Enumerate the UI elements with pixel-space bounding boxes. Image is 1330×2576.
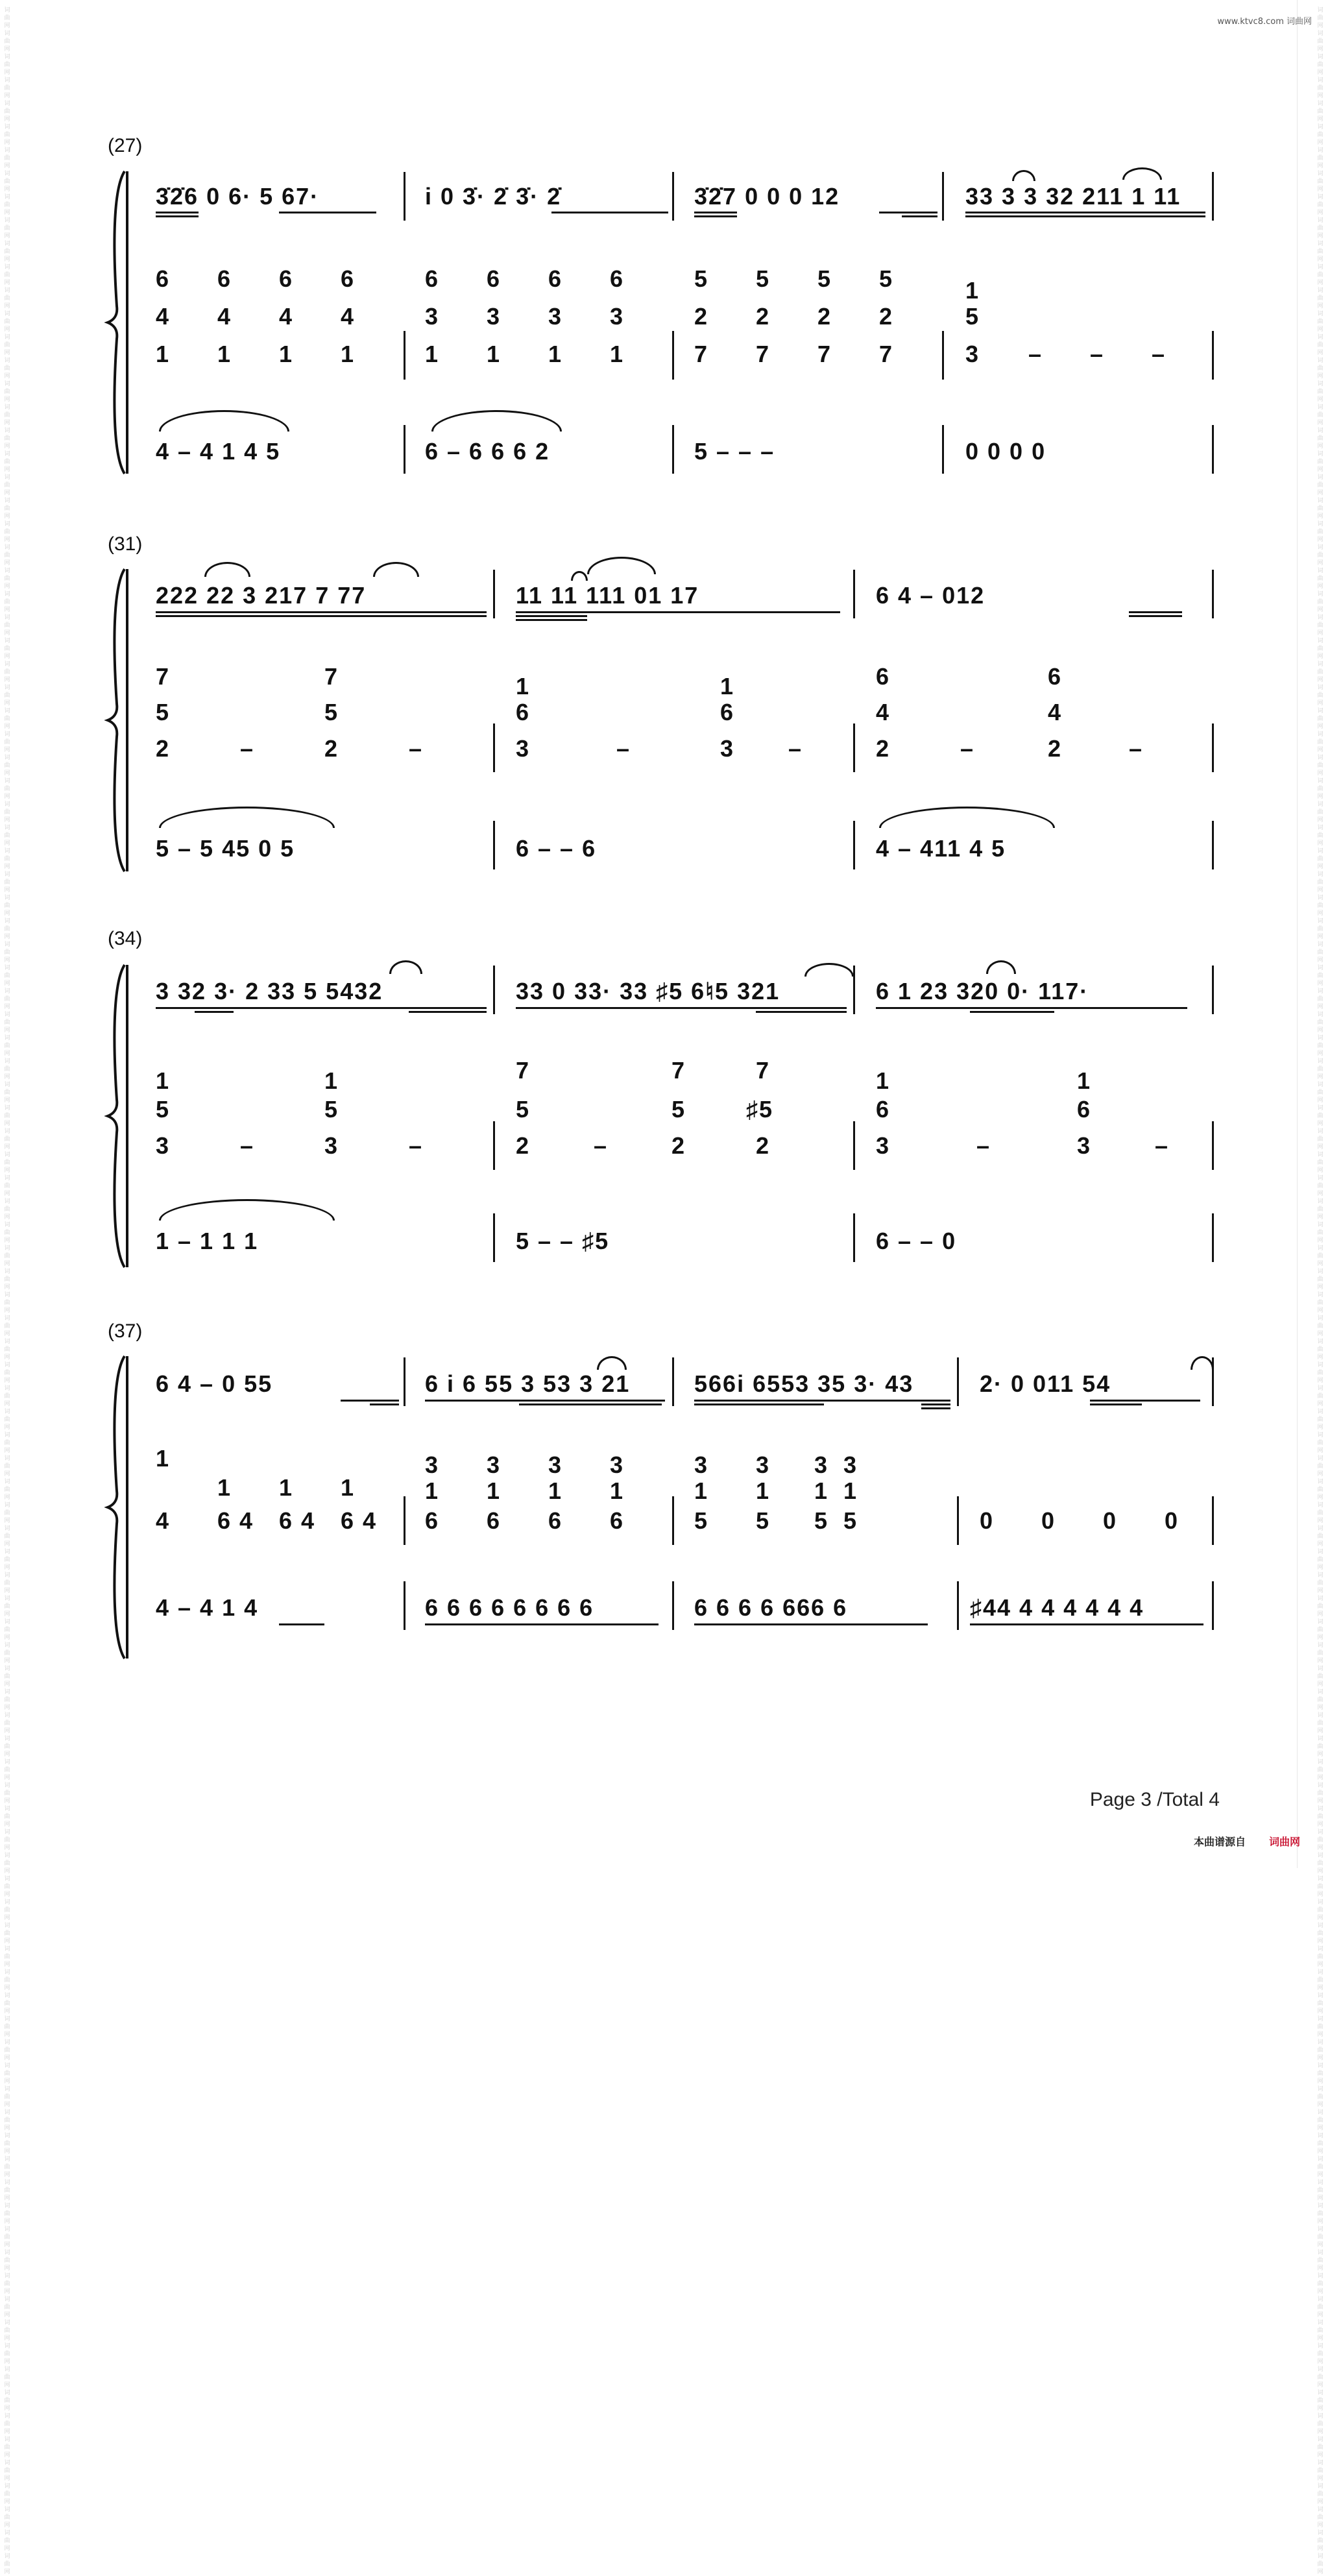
beam-line — [279, 1623, 324, 1625]
beam-line — [279, 212, 376, 213]
barline — [1212, 1213, 1214, 1262]
chord-row-bottom: – — [594, 1132, 609, 1159]
beam-line — [409, 1011, 487, 1013]
chord-row-mid: 5 — [156, 1096, 171, 1123]
chord-row-mid: 1 — [156, 1445, 171, 1472]
barline — [493, 1213, 495, 1262]
beam-line — [156, 212, 199, 213]
chord-row-low: 0 — [1103, 1507, 1118, 1534]
chord-row-top: 3 — [814, 1452, 829, 1478]
bass-measure: 4 – 4 1 4 — [156, 1594, 259, 1621]
tie-arc — [1012, 170, 1035, 181]
left-watermark: 词曲网词曲网词曲网词曲网词曲网词曲网词曲网词曲网词曲网词曲网词曲网词曲网词曲网词曲网词曲网词曲网词曲网词曲网词曲网词曲网词曲网词曲网词曲网词曲网词曲网词曲网词曲网词曲网词曲网词曲网词曲网词曲网词曲网词曲网词曲网词曲网词曲网词曲网词曲网词曲网词曲网词曲网词曲网词曲网词曲网词曲网词曲网词曲网词曲网词曲网词曲网词曲网词曲网词曲网词曲网词曲网词曲网词曲网词曲网词曲网词曲网词曲网词曲网词曲网词曲网词曲网词曲网词曲网词曲网词曲网词曲网词曲网词曲网词曲网词曲网词曲网词曲网词曲网词曲网词曲网词曲网词曲网词曲网词曲网词曲网词曲网词曲网词曲网词曲网词曲网词曲网词曲网词曲网词曲网词曲网词曲网词曲网词曲网词曲网词曲网词曲网词曲网词曲网词曲网词曲网词曲网词曲网词曲网词曲网词曲网 — [4, 7, 10, 2575]
tie-arc — [159, 410, 289, 431]
tie-arc — [373, 562, 419, 577]
measure-number: (31) — [108, 533, 143, 555]
tie-arc — [986, 960, 1016, 974]
tie-arc — [587, 557, 656, 574]
tie-arc — [159, 1199, 335, 1221]
tie-arc — [571, 571, 588, 581]
beam-line — [156, 215, 199, 217]
chord-row-mid: 4 — [1048, 699, 1063, 725]
chord-row-bottom: 3 — [324, 1132, 339, 1159]
chord-row-bottom: 7 — [817, 341, 832, 367]
barline — [1212, 1121, 1214, 1170]
barline — [404, 1581, 405, 1630]
tie-arc — [204, 562, 250, 577]
chord-row-bottom: – — [1028, 341, 1043, 367]
chord-row-top: 3 — [610, 1452, 625, 1478]
chord-row-bottom: 6 — [487, 1507, 502, 1534]
chord-row-mid: 6 — [1077, 1096, 1092, 1123]
chord-row-top: 3 — [843, 1452, 858, 1478]
barline — [853, 821, 855, 869]
chord-row-bottom: 1 — [487, 341, 502, 367]
chord-row-mid: 5 — [516, 1096, 531, 1123]
chord-row-mid: 1 — [279, 1474, 294, 1501]
barline — [404, 1496, 405, 1545]
bass-measure: 6 6 6 6 666 6 — [694, 1594, 848, 1621]
tie-arc — [1122, 167, 1162, 180]
bass-measure: 0 0 0 0 — [965, 438, 1046, 465]
barline — [853, 723, 855, 772]
barline — [957, 1496, 959, 1545]
beam-line — [1129, 611, 1182, 613]
chord-row-mid: 1 — [548, 1477, 563, 1504]
beam-line — [921, 1403, 950, 1405]
beam-line — [876, 1007, 1187, 1009]
chord-row-top: 7 — [324, 663, 339, 690]
melody-measure: 3 32 3· 2 33 5 5432 — [156, 978, 383, 1004]
barline — [853, 1213, 855, 1262]
barline — [404, 172, 405, 221]
chord-row-top: 6 — [610, 265, 625, 292]
chord-row-top: 3 — [548, 1452, 563, 1478]
barline — [1212, 821, 1214, 869]
bass-measure: 5 – – – — [694, 438, 775, 465]
beam-line — [156, 1007, 487, 1009]
chord-row-bottom: – — [1090, 341, 1105, 367]
beam-line — [1090, 1400, 1200, 1402]
bass-measure: ♯44 4 4 4 4 4 4 — [970, 1594, 1144, 1621]
bass-measure: 6 – – 0 — [876, 1228, 957, 1254]
melody-measure: 2· 0 011 54 — [980, 1370, 1111, 1397]
chord-row-top: 5 — [756, 265, 771, 292]
beam-line — [156, 611, 487, 613]
beam-line — [965, 212, 1205, 213]
chord-row-bottom: 3 — [965, 341, 980, 367]
tie-arc — [879, 807, 1055, 828]
barline — [672, 1581, 674, 1630]
chord-row-bottom: 2 — [756, 1132, 771, 1159]
chord-row-top: 6 — [876, 663, 891, 690]
chord-row-bottom: – — [1129, 735, 1144, 762]
chord-row-bottom: 7 — [694, 341, 709, 367]
chord-row-bottom: 6 — [425, 1507, 440, 1534]
chord-row-top: 3 — [756, 1452, 771, 1478]
melody-measure: 33 0 33· 33 ♯5 6♮5 321 — [516, 978, 780, 1004]
chord-row-mid: 5 — [965, 303, 980, 330]
melody-measure: 222 22 3 217 7 77 — [156, 582, 367, 609]
chord-row-mid: 4 — [341, 303, 356, 330]
chord-row-top: 6 — [217, 265, 232, 292]
page-indicator: Page 3 /Total 4 — [1089, 1789, 1220, 1810]
chord-row-bottom: – — [616, 735, 631, 762]
chord-row-bottom: 1 — [217, 341, 232, 367]
chord-row-mid: 1 — [610, 1477, 625, 1504]
chord-row-low: 6 4 — [279, 1507, 316, 1534]
beam-line — [694, 215, 737, 217]
chord-row-mid: 1 — [341, 1474, 356, 1501]
chord-row-mid: 4 — [876, 699, 891, 725]
chord-row-bottom: 6 — [548, 1507, 563, 1534]
melody-measure: 6 4 – 012 — [876, 582, 985, 609]
chord-row-bottom: – — [240, 735, 255, 762]
beam-line — [195, 1011, 234, 1013]
chord-row-mid: 1 — [756, 1477, 771, 1504]
chord-row-mid: 5 — [324, 1096, 339, 1123]
beam-line — [1129, 615, 1182, 617]
chord-row-bottom: 2 — [876, 735, 891, 762]
chord-row-bottom: 1 — [610, 341, 625, 367]
bass-measure: 4 – 411 4 5 — [876, 835, 1006, 862]
barline — [942, 172, 944, 221]
tie-arc — [431, 410, 562, 431]
chord-row-bottom: 3 — [720, 735, 735, 762]
chord-row-top: 6 — [279, 265, 294, 292]
chord-row-bottom: 1 — [156, 341, 171, 367]
chord-row-bottom: 7 — [756, 341, 771, 367]
melody-measure: 3̇2̇7 0 0 0 12 — [694, 183, 840, 210]
chord-row-mid: 2 — [694, 303, 709, 330]
site-logo: 词曲网 — [1268, 1836, 1300, 1848]
barline — [404, 331, 405, 380]
beam-line — [921, 1407, 950, 1409]
chord-row-mid: 3 — [548, 303, 563, 330]
measure-number: (34) — [108, 928, 143, 949]
melody-measure: 11 11 111 01 17 — [516, 582, 699, 609]
chord-row-low: 0 — [1041, 1507, 1056, 1534]
chord-row-top: 1 — [965, 277, 980, 304]
melody-measure: 3̇2̇6 0 6· 5 67· — [156, 183, 320, 210]
chord-row-bottom: 3 — [876, 1132, 891, 1159]
barline — [404, 1357, 405, 1406]
bass-measure: 4 – 4 1 4 5 — [156, 438, 281, 465]
system-brace — [104, 964, 130, 1269]
chord-row-mid: 3 — [610, 303, 625, 330]
barline — [942, 425, 944, 474]
barline — [493, 821, 495, 869]
beam-line — [551, 212, 668, 213]
system-brace — [104, 1355, 130, 1660]
barline — [1212, 331, 1214, 380]
chord-row-bottom: 5 — [756, 1507, 771, 1534]
beam-line — [516, 611, 840, 613]
barline — [853, 966, 855, 1014]
melody-measure: 6 1 23 320 0· 117· — [876, 978, 1089, 1004]
chord-row-mid: 2 — [817, 303, 832, 330]
chord-row-bottom: 1 — [279, 341, 294, 367]
barline — [672, 425, 674, 474]
chord-row-bottom: 2 — [516, 1132, 531, 1159]
chord-row-mid: 3 — [425, 303, 440, 330]
source-label: 本曲谱源自 — [1193, 1836, 1246, 1848]
chord-row-bottom: – — [240, 1132, 255, 1159]
beam-line — [1090, 1403, 1142, 1405]
chord-row-top: 7 — [671, 1057, 686, 1084]
chord-row-top: 5 — [879, 265, 894, 292]
beam-line — [156, 615, 487, 617]
tie-arc — [597, 1356, 627, 1370]
bass-measure: 6 – 6 6 6 2 — [425, 438, 550, 465]
chord-row-bottom: – — [409, 735, 424, 762]
chord-row-top: 7 — [516, 1057, 531, 1084]
chord-row-bottom: 5 — [814, 1507, 829, 1534]
chord-row-top: 6 — [487, 265, 502, 292]
chord-row-top: 6 — [548, 265, 563, 292]
barline — [493, 966, 495, 1014]
melody-measure: 6 4 – 0 55 — [156, 1370, 273, 1397]
chord-row-mid: ♯5 — [746, 1096, 774, 1123]
chord-row-mid: 6 — [516, 699, 531, 725]
chord-row-top: 7 — [156, 663, 171, 690]
barline — [1212, 570, 1214, 618]
chord-row-bottom: 2 — [1048, 735, 1063, 762]
beam-line — [694, 1403, 824, 1405]
beam-line — [425, 1400, 665, 1402]
beam-line — [965, 215, 1205, 217]
chord-row-top: 1 — [516, 673, 531, 699]
beam-line — [694, 1623, 928, 1625]
page-edge-line — [1297, 0, 1298, 1868]
chord-row-top: 1 — [1077, 1067, 1092, 1094]
chord-row-low: 4 — [156, 1507, 171, 1534]
chord-row-bottom: 2 — [324, 735, 339, 762]
bass-measure: 5 – – ♯5 — [516, 1228, 610, 1254]
barline — [853, 1121, 855, 1170]
barline — [672, 1357, 674, 1406]
chord-row-top: 3 — [425, 1452, 440, 1478]
chord-row-low: 6 4 — [217, 1507, 254, 1534]
chord-row-mid: 6 — [720, 699, 735, 725]
chord-row-mid: 1 — [487, 1477, 502, 1504]
melody-measure: 6 i 6 55 3 53 3 21 — [425, 1370, 631, 1397]
barline — [493, 1121, 495, 1170]
chord-row-mid: 2 — [879, 303, 894, 330]
chord-row-bottom: – — [976, 1132, 991, 1159]
chord-row-top: 6 — [341, 265, 356, 292]
barline — [1212, 723, 1214, 772]
barline — [1212, 425, 1214, 474]
chord-row-low: 0 — [980, 1507, 995, 1534]
measure-number: (37) — [108, 1320, 143, 1342]
chord-row-bottom: – — [788, 735, 803, 762]
chord-row-top: 3 — [694, 1452, 709, 1478]
chord-row-mid: 1 — [843, 1477, 858, 1504]
chord-row-bottom: 2 — [156, 735, 171, 762]
system-brace — [104, 568, 130, 873]
barline — [942, 331, 944, 380]
beam-line — [370, 1403, 399, 1405]
bass-measure: 6 – – 6 — [516, 835, 597, 862]
chord-row-bottom: 7 — [879, 341, 894, 367]
chord-row-top: 7 — [756, 1057, 771, 1084]
chord-row-bottom: 6 — [610, 1507, 625, 1534]
chord-row-mid: 4 — [156, 303, 171, 330]
beam-line — [516, 619, 587, 621]
chord-row-top: 1 — [876, 1067, 891, 1094]
tie-arc — [1191, 1356, 1214, 1370]
chord-row-bottom: 5 — [843, 1507, 858, 1534]
melody-measure: i 0 3̇· 2̇ 3̇· 2̇ — [425, 183, 562, 210]
barline — [1212, 1496, 1214, 1545]
chord-row-mid: 2 — [756, 303, 771, 330]
tie-arc — [159, 807, 335, 828]
chord-row-bottom: – — [1155, 1132, 1170, 1159]
beam-line — [970, 1011, 1054, 1013]
bass-measure: 1 – 1 1 1 — [156, 1228, 259, 1254]
melody-measure: 33 3 3 32 211 1 11 — [965, 183, 1181, 210]
barline — [493, 570, 495, 618]
chord-row-bottom: – — [409, 1132, 424, 1159]
chord-row-top: 3 — [487, 1452, 502, 1478]
measure-number: (27) — [108, 135, 143, 156]
chord-row-mid: 1 — [425, 1477, 440, 1504]
site-header: www.ktvc8.com 词曲网 — [1217, 17, 1312, 27]
chord-row-top: 1 — [156, 1067, 171, 1094]
chord-row-bottom: – — [960, 735, 975, 762]
barline — [672, 331, 674, 380]
chord-row-bottom: 3 — [516, 735, 531, 762]
chord-row-mid: 1 — [694, 1477, 709, 1504]
chord-row-bottom: 1 — [341, 341, 356, 367]
barline — [672, 172, 674, 221]
chord-row-mid: 5 — [671, 1096, 686, 1123]
barline — [672, 1496, 674, 1545]
chord-row-mid: 1 — [814, 1477, 829, 1504]
chord-row-mid: 6 — [876, 1096, 891, 1123]
chord-row-top: 1 — [324, 1067, 339, 1094]
beam-line — [694, 1400, 950, 1402]
chord-row-bottom: 3 — [1077, 1132, 1092, 1159]
chord-row-bottom: 3 — [156, 1132, 171, 1159]
tie-arc — [389, 960, 422, 974]
chord-row-top: 6 — [1048, 663, 1063, 690]
chord-row-mid: 1 — [217, 1474, 232, 1501]
right-watermark: 词曲网词曲网词曲网词曲网词曲网词曲网词曲网词曲网词曲网词曲网词曲网词曲网词曲网词曲网词曲网词曲网词曲网词曲网词曲网词曲网词曲网词曲网词曲网词曲网词曲网词曲网词曲网词曲网词曲网词曲网词曲网词曲网词曲网词曲网词曲网词曲网词曲网词曲网词曲网词曲网词曲网词曲网词曲网词曲网词曲网词曲网词曲网词曲网词曲网词曲网词曲网词曲网词曲网词曲网词曲网词曲网词曲网词曲网词曲网词曲网词曲网词曲网词曲网词曲网词曲网词曲网词曲网词曲网词曲网词曲网词曲网词曲网词曲网词曲网词曲网词曲网词曲网词曲网词曲网词曲网词曲网词曲网词曲网词曲网词曲网词曲网词曲网词曲网词曲网词曲网词曲网词曲网词曲网词曲网词曲网词曲网词曲网词曲网词曲网词曲网词曲网词曲网词曲网词曲网词曲网词曲网词曲网词曲网词曲网词曲网 — [1317, 7, 1324, 2575]
chord-row-mid: 4 — [217, 303, 232, 330]
chord-row-top: 6 — [156, 265, 171, 292]
chord-row-mid: 4 — [279, 303, 294, 330]
beam-line — [970, 1623, 1203, 1625]
triplet-arc — [804, 963, 854, 977]
barline — [853, 570, 855, 618]
chord-row-low: 6 4 — [341, 1507, 378, 1534]
chord-row-bottom: – — [1152, 341, 1167, 367]
beam-line — [756, 1011, 847, 1013]
chord-row-bottom: 1 — [425, 341, 440, 367]
chord-row-top: 5 — [694, 265, 709, 292]
barline — [957, 1581, 959, 1630]
beam-line — [425, 1623, 659, 1625]
barline — [957, 1357, 959, 1406]
melody-measure: 566i 6553 35 3· 43 — [694, 1370, 914, 1397]
chord-row-bottom: 1 — [548, 341, 563, 367]
chord-row-mid: 5 — [324, 699, 339, 725]
chord-row-low: 0 — [1165, 1507, 1179, 1534]
chord-row-bottom: 5 — [694, 1507, 709, 1534]
bass-measure: 5 – 5 45 0 5 — [156, 835, 295, 862]
beam-line — [902, 215, 937, 217]
barline — [404, 425, 405, 474]
beam-line — [879, 212, 937, 213]
beam-line — [516, 615, 587, 617]
chord-row-top: 5 — [817, 265, 832, 292]
barline — [1212, 1581, 1214, 1630]
chord-row-top: 6 — [425, 265, 440, 292]
chord-row-mid: 3 — [487, 303, 502, 330]
barline — [493, 723, 495, 772]
bass-measure: 6 6 6 6 6 6 6 6 — [425, 1594, 594, 1621]
beam-line — [519, 1403, 662, 1405]
barline — [1212, 172, 1214, 221]
beam-line — [516, 1007, 847, 1009]
beam-line — [341, 1400, 399, 1402]
barline — [1212, 966, 1214, 1014]
system-brace — [104, 170, 130, 475]
chord-row-mid: 5 — [156, 699, 171, 725]
chord-row-bottom: 2 — [671, 1132, 686, 1159]
chord-row-top: 1 — [720, 673, 735, 699]
beam-line — [694, 212, 737, 213]
